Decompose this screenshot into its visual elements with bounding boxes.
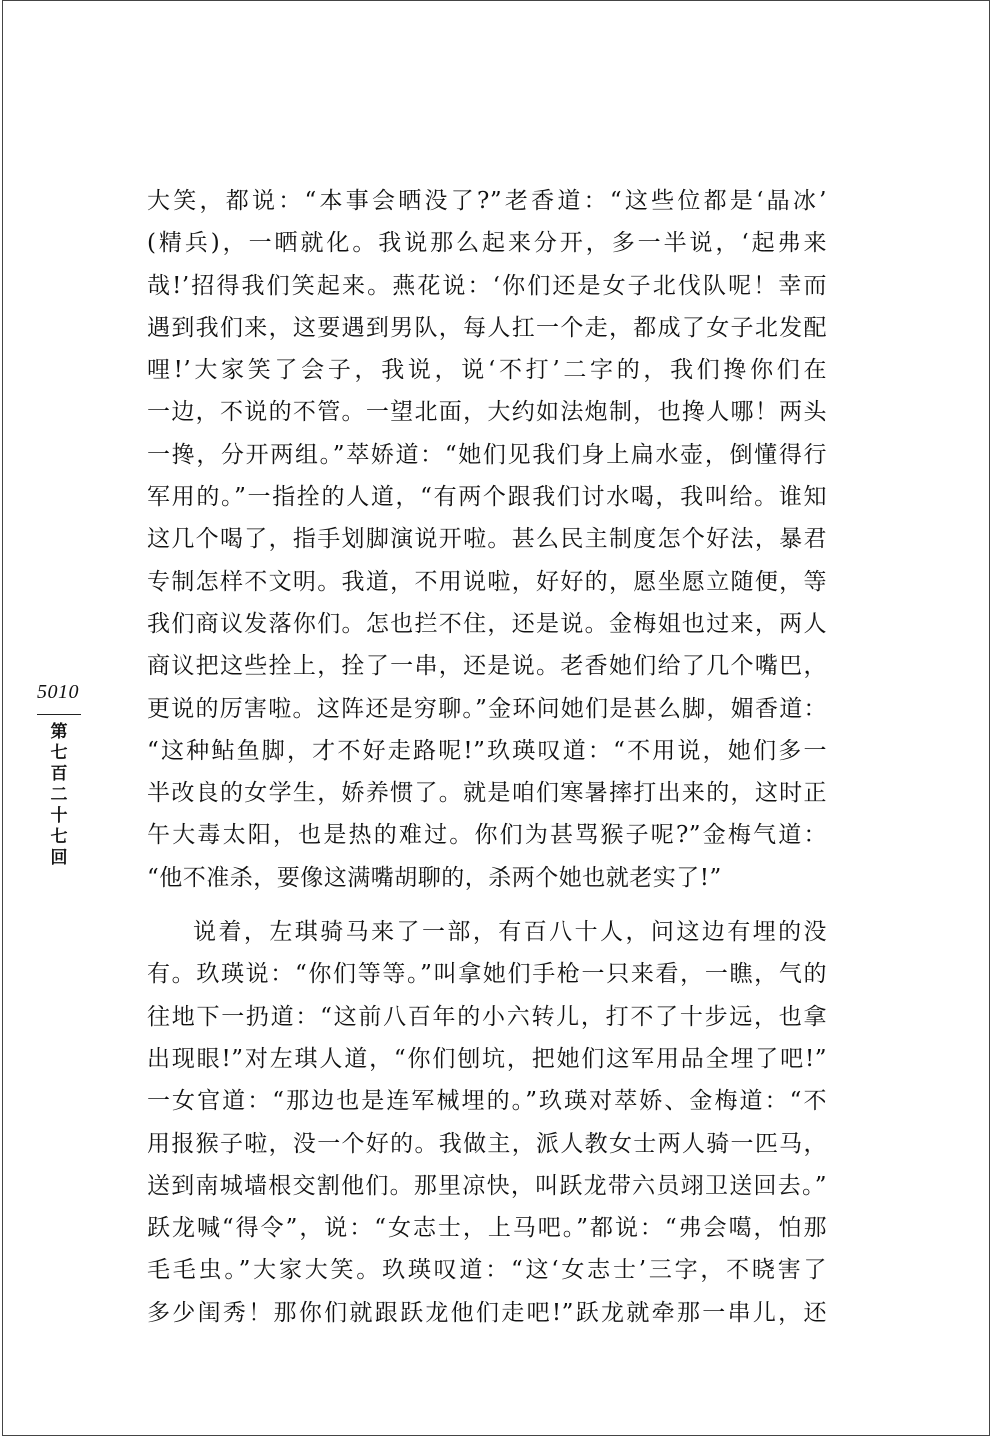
text-line: 遇到我们来，这要遇到男队，每人扛一个走，都成了女子北发配 xyxy=(147,314,827,341)
text-line: 一边，不说的不管。一望北面，大约如法炮制，也搀人哪！两头 xyxy=(147,399,827,426)
text-line: 半改良的女学生，娇养惯了。就是咱们寒暑摔打出来的，这时正 xyxy=(147,780,827,807)
text-line: 出现眼!”对左琪人道，“你们刨坑，把她们这军用品全埋了吧!” xyxy=(147,1045,827,1072)
text-line: 一女官道：“那边也是连军械埋的。”玖瑛对萃娇、金梅道：“不 xyxy=(147,1088,827,1115)
text-line: 军用的。”一指拴的人道，“有两个跟我们讨水喝，我叫给。谁知 xyxy=(147,484,827,511)
body-text xyxy=(147,180,827,1334)
text-line: “他不准杀，要像这满嘴胡聊的，杀两个她也就老实了!” xyxy=(147,864,722,891)
text-line: 毛毛虫。”大家大笑。玖瑛叹道：“这‘女志士’三字，不晓害了 xyxy=(147,1257,827,1284)
text-line: “这种鲇鱼脚，才不好走路呢!”玖瑛叹道：“不用说，她们多一 xyxy=(147,737,827,764)
text-line: 哩!’大家笑了会子，我说，说‘不打’二字的，我们搀你们在 xyxy=(147,357,827,384)
text-line: 有。玖瑛说：“你们等等。”叫拿她们手枪一只来看，一瞧，气的 xyxy=(147,961,827,988)
text-line: 一搀，分开两组。”萃娇道：“她们见我们身上扁水壶，倒懂得行 xyxy=(147,441,827,468)
text-line: (精兵)，一晒就化。我说那么起来分开，多一半说，‘起弗来 xyxy=(147,230,827,257)
text-line: 多少闺秀！那你们就跟跃龙他们走吧!”跃龙就牵那一串儿，还 xyxy=(147,1299,827,1326)
margin-rule xyxy=(37,714,81,715)
text-line: 更说的厉害啦。这阵还是穷聊。”金环问她们是甚么脚，媚香道： xyxy=(147,695,827,722)
text-line: 午大毒太阳，也是热的难过。你们为甚骂猴子呢?”金梅气道： xyxy=(147,822,827,849)
chapter-label: 第七百二十七回 xyxy=(50,722,68,868)
text-line: 哉!’招得我们笑起来。燕花说：‘你们还是女子北伐队呢！幸而 xyxy=(147,272,827,299)
text-line: 说着，左琪骑马来了一部，有百八十人，问这边有埋的没 xyxy=(193,919,827,946)
text-line: 专制怎样不文明。我道，不用说啦，好好的，愿坐愿立随便，等 xyxy=(147,568,827,595)
text-line: 往地下一扔道：“这前八百年的小六转儿，打不了十步远，也拿 xyxy=(147,1003,827,1030)
page-number: 5010 xyxy=(37,681,79,703)
text-line: 大笑，都说：“本事会晒没了?”老香道：“这些位都是‘晶冰’ xyxy=(147,188,827,214)
text-line: 这几个喝了，指手划脚演说开啦。甚么民主制度怎个好法，暴君 xyxy=(147,526,827,553)
text-line: 送到南城墙根交割他们。那里凉快，叫跃龙带六员翊卫送回去。” xyxy=(147,1172,827,1199)
text-line: 跃龙喊“得令”，说：“女志士，上马吧。”都说：“弗会噶，怕那 xyxy=(147,1215,827,1242)
text-line: 我们商议发落你们。怎也拦不住，还是说。金梅姐也过来，两人 xyxy=(147,610,827,637)
text-line: 商议把这些拴上，拴了一串，还是说。老香她们给了几个嘴巴， xyxy=(147,653,827,680)
paragraph-gap xyxy=(147,899,827,911)
text-line: 用报猴子啦，没一个好的。我做主，派人教女士两人骑一匹马， xyxy=(147,1130,827,1157)
